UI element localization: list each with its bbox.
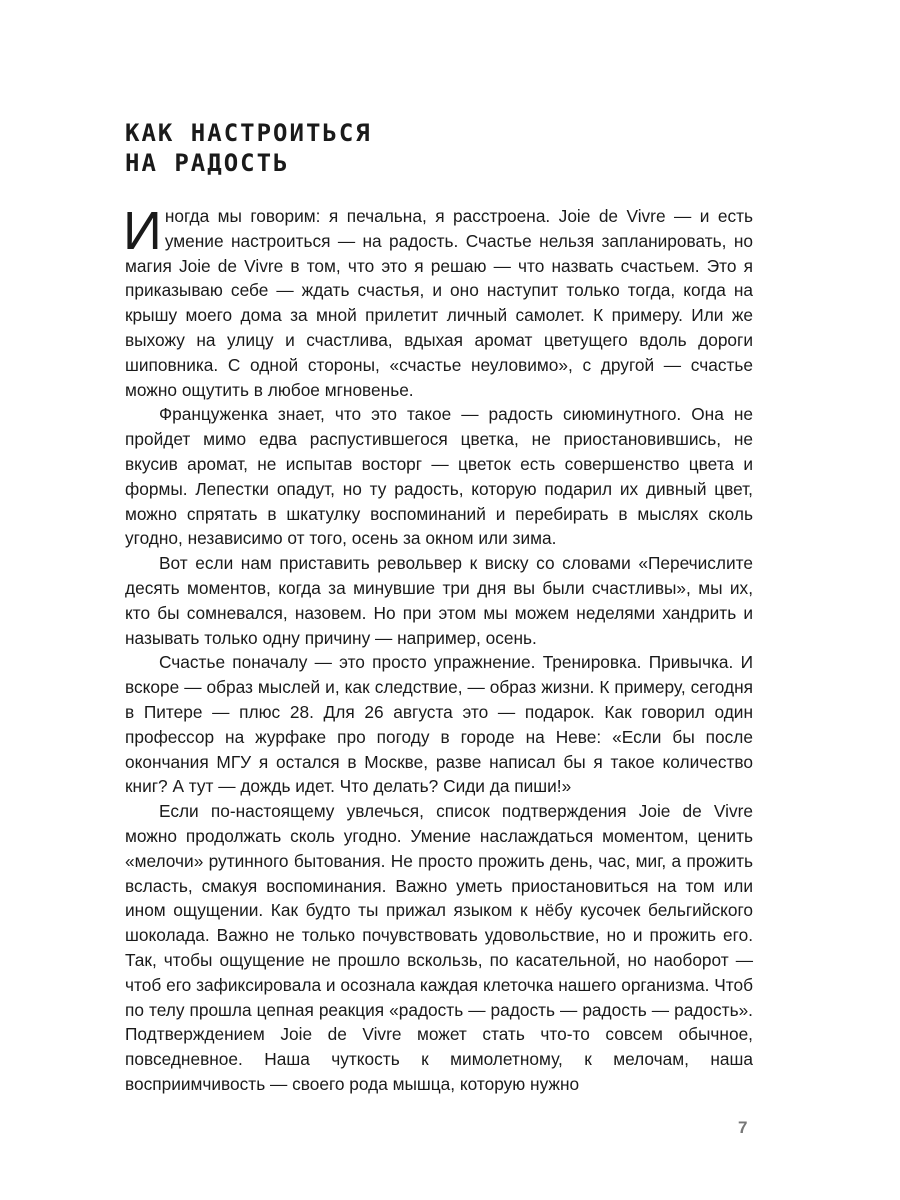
page-number: 7 bbox=[738, 1118, 748, 1137]
paragraph-3: Вот если нам приставить револьвер к виску со словами «Перечислите десять моментов, когда за минувшие три дня вы были счастливы», мы их, кто бы сомневался, назовем. Но при этом мы можем неделями хандрить и называть только одну причину — например, осень. bbox=[125, 553, 753, 648]
paragraph-2: Француженка знает, что это такое — радость сиюминутного. Она не пройдет мимо едва распустившегося цветка, не приостановившись, не вкусив аромат, не испытав восторг — цветок есть совершенство цвета и формы. Лепестки опадут, но ту радость, которую подарил их дивный цвет, можно спрятать в шкатулку воспоминаний и перебирать в мыслях сколь угодно, независимо от того, осень за окном или зима. bbox=[125, 404, 753, 549]
paragraph-4: Счастье поначалу — это просто упражнение. Тренировка. Привычка. И вскоре — образ мыслей и, как следствие, — образ жизни. К примеру, сегодня в Питере — плюс 28. Для 26 августа это — подарок. Как говорил один профессор на журфаке про погоду в городе на Неве: «Если бы после окончания МГУ я остался в Москве, разве написал бы я такое количество книг? А тут — дождь идет. Что делать? Сиди да пиши!» bbox=[125, 652, 753, 797]
drop-cap: И bbox=[123, 201, 162, 261]
paragraph-1-text: ногда мы говорим: я печальна, я расстроена. Joie de Vivre — и есть умение настроиться — на радость. Счастье нельзя запланировать, но магия Joie de Vivre в том, что это я решаю — что назвать счастьем. Это я приказываю себе — ждать счастья, и оно наступит только тогда, когда на крышу моего дома за мной прилетит личный самолет. К примеру. Или же выхожу на улицу и счастлива, вдыхая аромат цветущего вдоль дороги шиповника. С одной стороны, «счастье неуловимо», с другой — счастье можно ощутить в любое мгновенье. bbox=[125, 206, 753, 400]
chapter-title-line-1: КАК НАСТРОИТЬСЯ bbox=[125, 119, 372, 147]
chapter-title-line-2: НА РАДОСТЬ bbox=[125, 149, 290, 177]
paragraph-1 bbox=[123, 201, 753, 402]
paragraph-5: Если по-настоящему увлечься, список подтверждения Joie de Vivre можно продолжать сколь угодно. Умение наслаждаться моментом, ценить «мелочи» рутинного бытования. Не просто прожить день, час, миг, а прожить всласть, смакуя воспоминания. Важно уметь приостановиться на том или ином ощущении. Как будто ты прижал языком к нёбу кусочек бельгийского шоколада. Важно не только почувствовать удовольствие, но и прожить его. Так, чтобы ощущение не прошло вскользь, по касательной, но наоборот — чтоб его зафиксировала и осознала каждая клеточка нашего организма. Чтоб по телу прошла цепная реакция «радость — радость — радость — радость». Подтверждением Joie de Vivre может стать что-то совсем обычное, повседневное. Наша чуткость к мимолетному, к мелочам, наша восприимчивость — своего рода мышца, которую нужно bbox=[125, 801, 753, 1094]
body-text bbox=[123, 201, 753, 1097]
chapter-title bbox=[125, 118, 372, 178]
